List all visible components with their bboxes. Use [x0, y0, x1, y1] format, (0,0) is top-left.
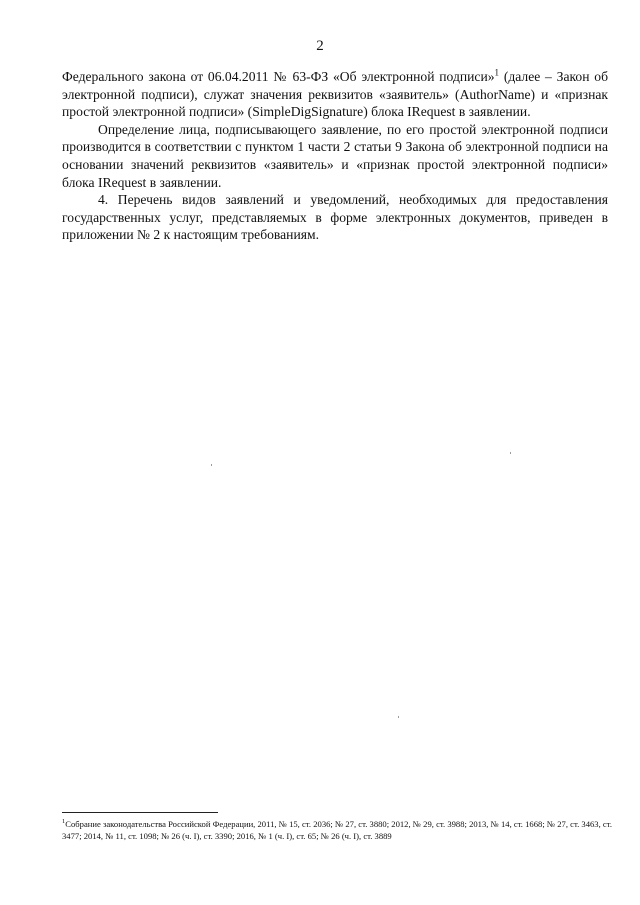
scan-speck — [510, 452, 511, 454]
footnote-divider — [62, 812, 218, 813]
scan-speck — [398, 716, 399, 718]
scan-speck — [211, 464, 212, 466]
paragraph-continuation-rest: (далее – Закон об электронной подписи), служат значения реквизитов «заявитель» (AuthorName) и «признак простой электронной подписи» (SimpleDigSignature) блока IRequest в заявлении. — [62, 69, 608, 120]
paragraph-item-4: 4. Перечень видов заявлений и уведомлений, необходимых для предоставления государственных услуг, представляемых в форме электронных документов, приведен в приложении № 2 к настоящим требованиям. — [62, 192, 608, 243]
paragraph-signer-identification: Определение лица, подписывающего заявление, по его простой электронной подписи производится в соответствии с пунктом 1 части 2 статьи 9 Закона об электронной подписи на основании значений реквизитов «заявитель» и «признак простой электронной подписи» блока IRequest в заявлении. — [62, 121, 608, 190]
footnote-mark: 1 — [62, 818, 66, 826]
footnote — [62, 818, 612, 842]
footnote-text: Собрание законодательства Российской Федерации, 2011, № 15, ст. 2036; № 27, ст. 3880; 2012, № 29, ст. 3988; 2013, № 14, ст. 1668; № 27, ст. 3463, ст. 3477; 2014, № 11, ст. 1098; № 26 (ч. I), ст. 3390; 2016, № 1 (ч. I), ст. 65; № 26 (ч. I), ст. 3889 — [62, 819, 612, 841]
paragraph-continuation — [62, 68, 608, 121]
document-body — [62, 68, 608, 244]
paragraph-continuation-text: Федерального закона от 06.04.2011 № 63-ФЗ «Об электронной подписи» — [62, 69, 495, 84]
footnote-reference: 1 — [494, 67, 500, 78]
page-number: 2 — [316, 38, 324, 54]
